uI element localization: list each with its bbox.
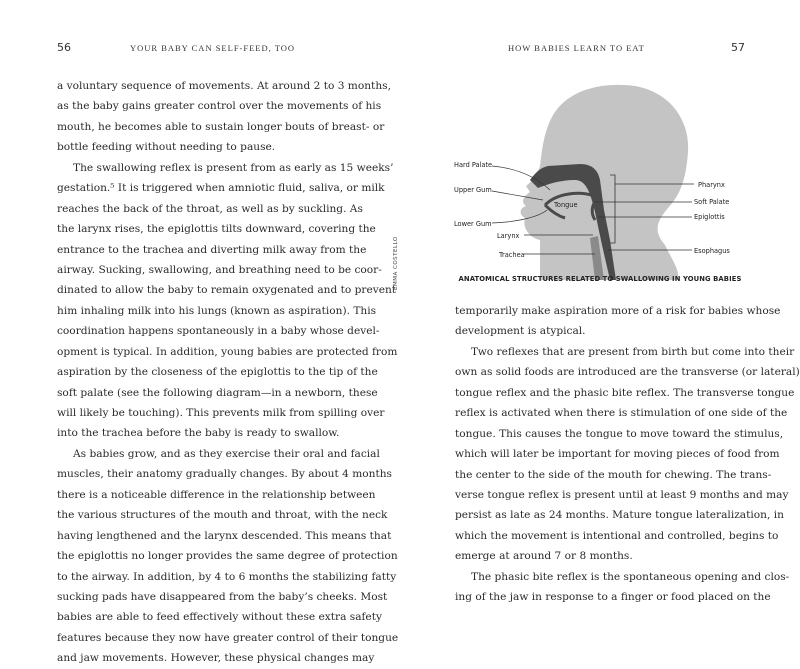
- swallowing-anatomy-diagram: [440, 80, 760, 290]
- text-line: development is atypical.: [455, 325, 586, 338]
- text-line: him inhaling milk into his lungs (known as aspiration). This: [57, 304, 377, 317]
- text-line: the epiglottis no longer provides the same degree of protection: [57, 550, 398, 563]
- text-line: tongue reflex and the phasic bite reflex. The transverse tongue: [455, 386, 795, 399]
- text-line: having lengthened and the larynx descended. This means that: [57, 529, 392, 542]
- text-line: emerge at around 7 or 8 months.: [455, 550, 633, 563]
- text-line: the larynx rises, the epiglottis tilts downward, covering the: [57, 223, 376, 236]
- text-line: Two reflexes that are present from birth but come into their: [471, 345, 795, 358]
- text-line: sucking pads have disappeared from the baby’s cheeks. Most: [57, 590, 388, 603]
- text-line: soft palate (see the following diagram—in a newborn, these: [57, 386, 378, 399]
- text-line: reflex is activated when there is stimulation of one side of the: [455, 407, 788, 420]
- figure-caption: ANATOMICAL STRUCTURES RELATED TO SWALLOWING IN YOUNG BABIES: [458, 275, 742, 283]
- text-line: muscles, their anatomy gradually changes. By about 4 months: [57, 468, 392, 481]
- label-epiglottis: Epiglottis: [694, 213, 725, 221]
- text-line: the center to the side of the mouth for chewing. The trans-: [455, 468, 772, 481]
- text-line: as the baby gains greater control over the movements of his: [57, 100, 382, 113]
- body-text-right: [455, 301, 800, 608]
- text-line: and jaw movements. However, these physical changes may: [57, 652, 375, 665]
- label-pharynx: Pharynx: [698, 181, 725, 189]
- text-line: gestation.⁵ It is triggered when amniotic fluid, saliva, or milk: [57, 182, 385, 195]
- text-line: airway. Sucking, swallowing, and breathing need to be coor-: [57, 263, 382, 276]
- label-upper-gum: Upper Gum: [454, 186, 492, 194]
- page-number-right: 57: [731, 41, 745, 54]
- text-line: temporarily make aspiration more of a risk for babies whose: [455, 305, 781, 317]
- text-line: persist as late as 24 months. Mature tongue lateralization, in: [455, 509, 784, 522]
- text-line: coordination happens spontaneously in a baby whose devel-: [57, 325, 380, 338]
- text-line: features because they now have greater control of their tongue: [57, 631, 399, 644]
- text-line: The swallowing reflex is present from as early as 15 weeks’: [73, 161, 394, 174]
- text-line: the various structures of the mouth and throat, with the neck: [57, 509, 388, 522]
- label-larynx: Larynx: [497, 232, 520, 240]
- text-line: there is a noticeable difference in the relationship between: [57, 488, 376, 501]
- running-head-right: HOW BABIES LEARN TO EAT: [508, 43, 645, 53]
- page-number-left: 56: [57, 41, 71, 54]
- text-line: ing of the jaw in response to a finger or food placed on the: [455, 591, 771, 604]
- label-esophagus: Esophagus: [694, 247, 730, 255]
- running-head-left: YOUR BABY CAN SELF-FEED, TOO: [130, 43, 296, 53]
- text-line: mouth, he becomes able to sustain longer bouts of breast- or: [57, 120, 385, 133]
- text-line: opment is typical. In addition, young babies are protected from: [57, 345, 398, 358]
- text-line: aspiration by the closeness of the epiglottis to the tip of the: [57, 366, 378, 379]
- text-line: into the trachea before the baby is ready to swallow.: [57, 427, 340, 440]
- text-line: a voluntary sequence of movements. At around 2 to 3 months,: [57, 80, 391, 92]
- text-line: As babies grow, and as they exercise their oral and facial: [73, 447, 380, 460]
- text-line: bottle feeding without needing to pause.: [57, 141, 276, 154]
- text-line: babies are able to feed effectively without these extra safety: [57, 611, 382, 624]
- label-hard-palate: Hard Palate: [454, 161, 493, 169]
- text-line: which the movement is intentional and controlled, begins to: [455, 529, 779, 542]
- label-tongue: Tongue: [554, 201, 578, 209]
- text-line: The phasic bite reflex is the spontaneous opening and clos-: [471, 570, 790, 583]
- text-line: entrance to the trachea and diverting milk away from the: [57, 243, 367, 256]
- text-line: own as solid foods are introduced are the transverse (or lateral): [455, 366, 800, 379]
- text-line: tongue. This causes the tongue to move toward the stimulus,: [455, 427, 784, 440]
- text-line: will likely be touching). This prevents milk from spilling over: [57, 407, 385, 419]
- text-line: to the airway. In addition, by 4 to 6 months the stabilizing fatty: [57, 570, 397, 583]
- text-line: reaches the back of the throat, as well as by suckling. As: [57, 202, 363, 215]
- label-lower-gum: Lower Gum: [454, 220, 492, 228]
- text-line: verse tongue reflex is present until at least 9 months and may: [455, 488, 789, 501]
- label-soft-palate: Soft Palate: [694, 198, 730, 206]
- label-trachea: Trachea: [499, 251, 525, 259]
- text-line: dinated to allow the baby to remain oxygenated and to prevent: [57, 284, 397, 297]
- text-line: which will later be important for moving pieces of food from: [455, 448, 780, 461]
- illustrator-credit: EMMA COSTELLO: [393, 236, 399, 290]
